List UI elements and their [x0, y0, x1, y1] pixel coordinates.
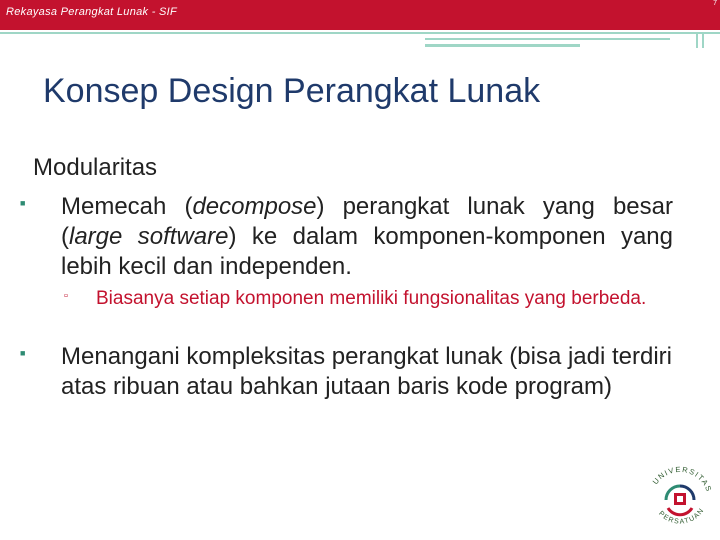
decorative-line	[702, 32, 704, 48]
hollow-square-bullet-icon: ▫	[64, 290, 68, 302]
square-bullet-icon: ■	[20, 348, 26, 358]
sub-bullet-text: Biasanya setiap komponen memiliki fungsionalitas yang berbeda.	[96, 288, 647, 309]
svg-text:UNIVERSITAS: UNIVERSITAS	[650, 464, 714, 494]
bullet-text-decompose: Memecah (decompose) perangkat lunak yang besar (large software) ke dalam komponen-komponen yang lebih kecil dan independen.	[61, 193, 673, 280]
section-heading: Modularitas	[33, 154, 158, 181]
decorative-line	[696, 32, 698, 48]
university-logo	[642, 460, 718, 536]
slide-title: Konsep Design Perangkat Lunak	[43, 72, 541, 110]
square-bullet-icon: ■	[20, 198, 26, 208]
svg-text:PERSATUAN: PERSATUAN	[657, 506, 706, 526]
decorative-line	[425, 38, 670, 40]
bullet-text-complexity: Menangani kompleksitas perangkat lunak (bisa jadi terdiri atas ribuan atau bahkan jutaan baris kode program)	[61, 343, 672, 400]
slide-number: 7	[713, 0, 717, 7]
header-bar	[0, 0, 720, 30]
decorative-line	[425, 44, 580, 47]
decorative-line	[0, 32, 720, 34]
header-text: Rekayasa Perangkat Lunak - SIF	[6, 6, 178, 18]
